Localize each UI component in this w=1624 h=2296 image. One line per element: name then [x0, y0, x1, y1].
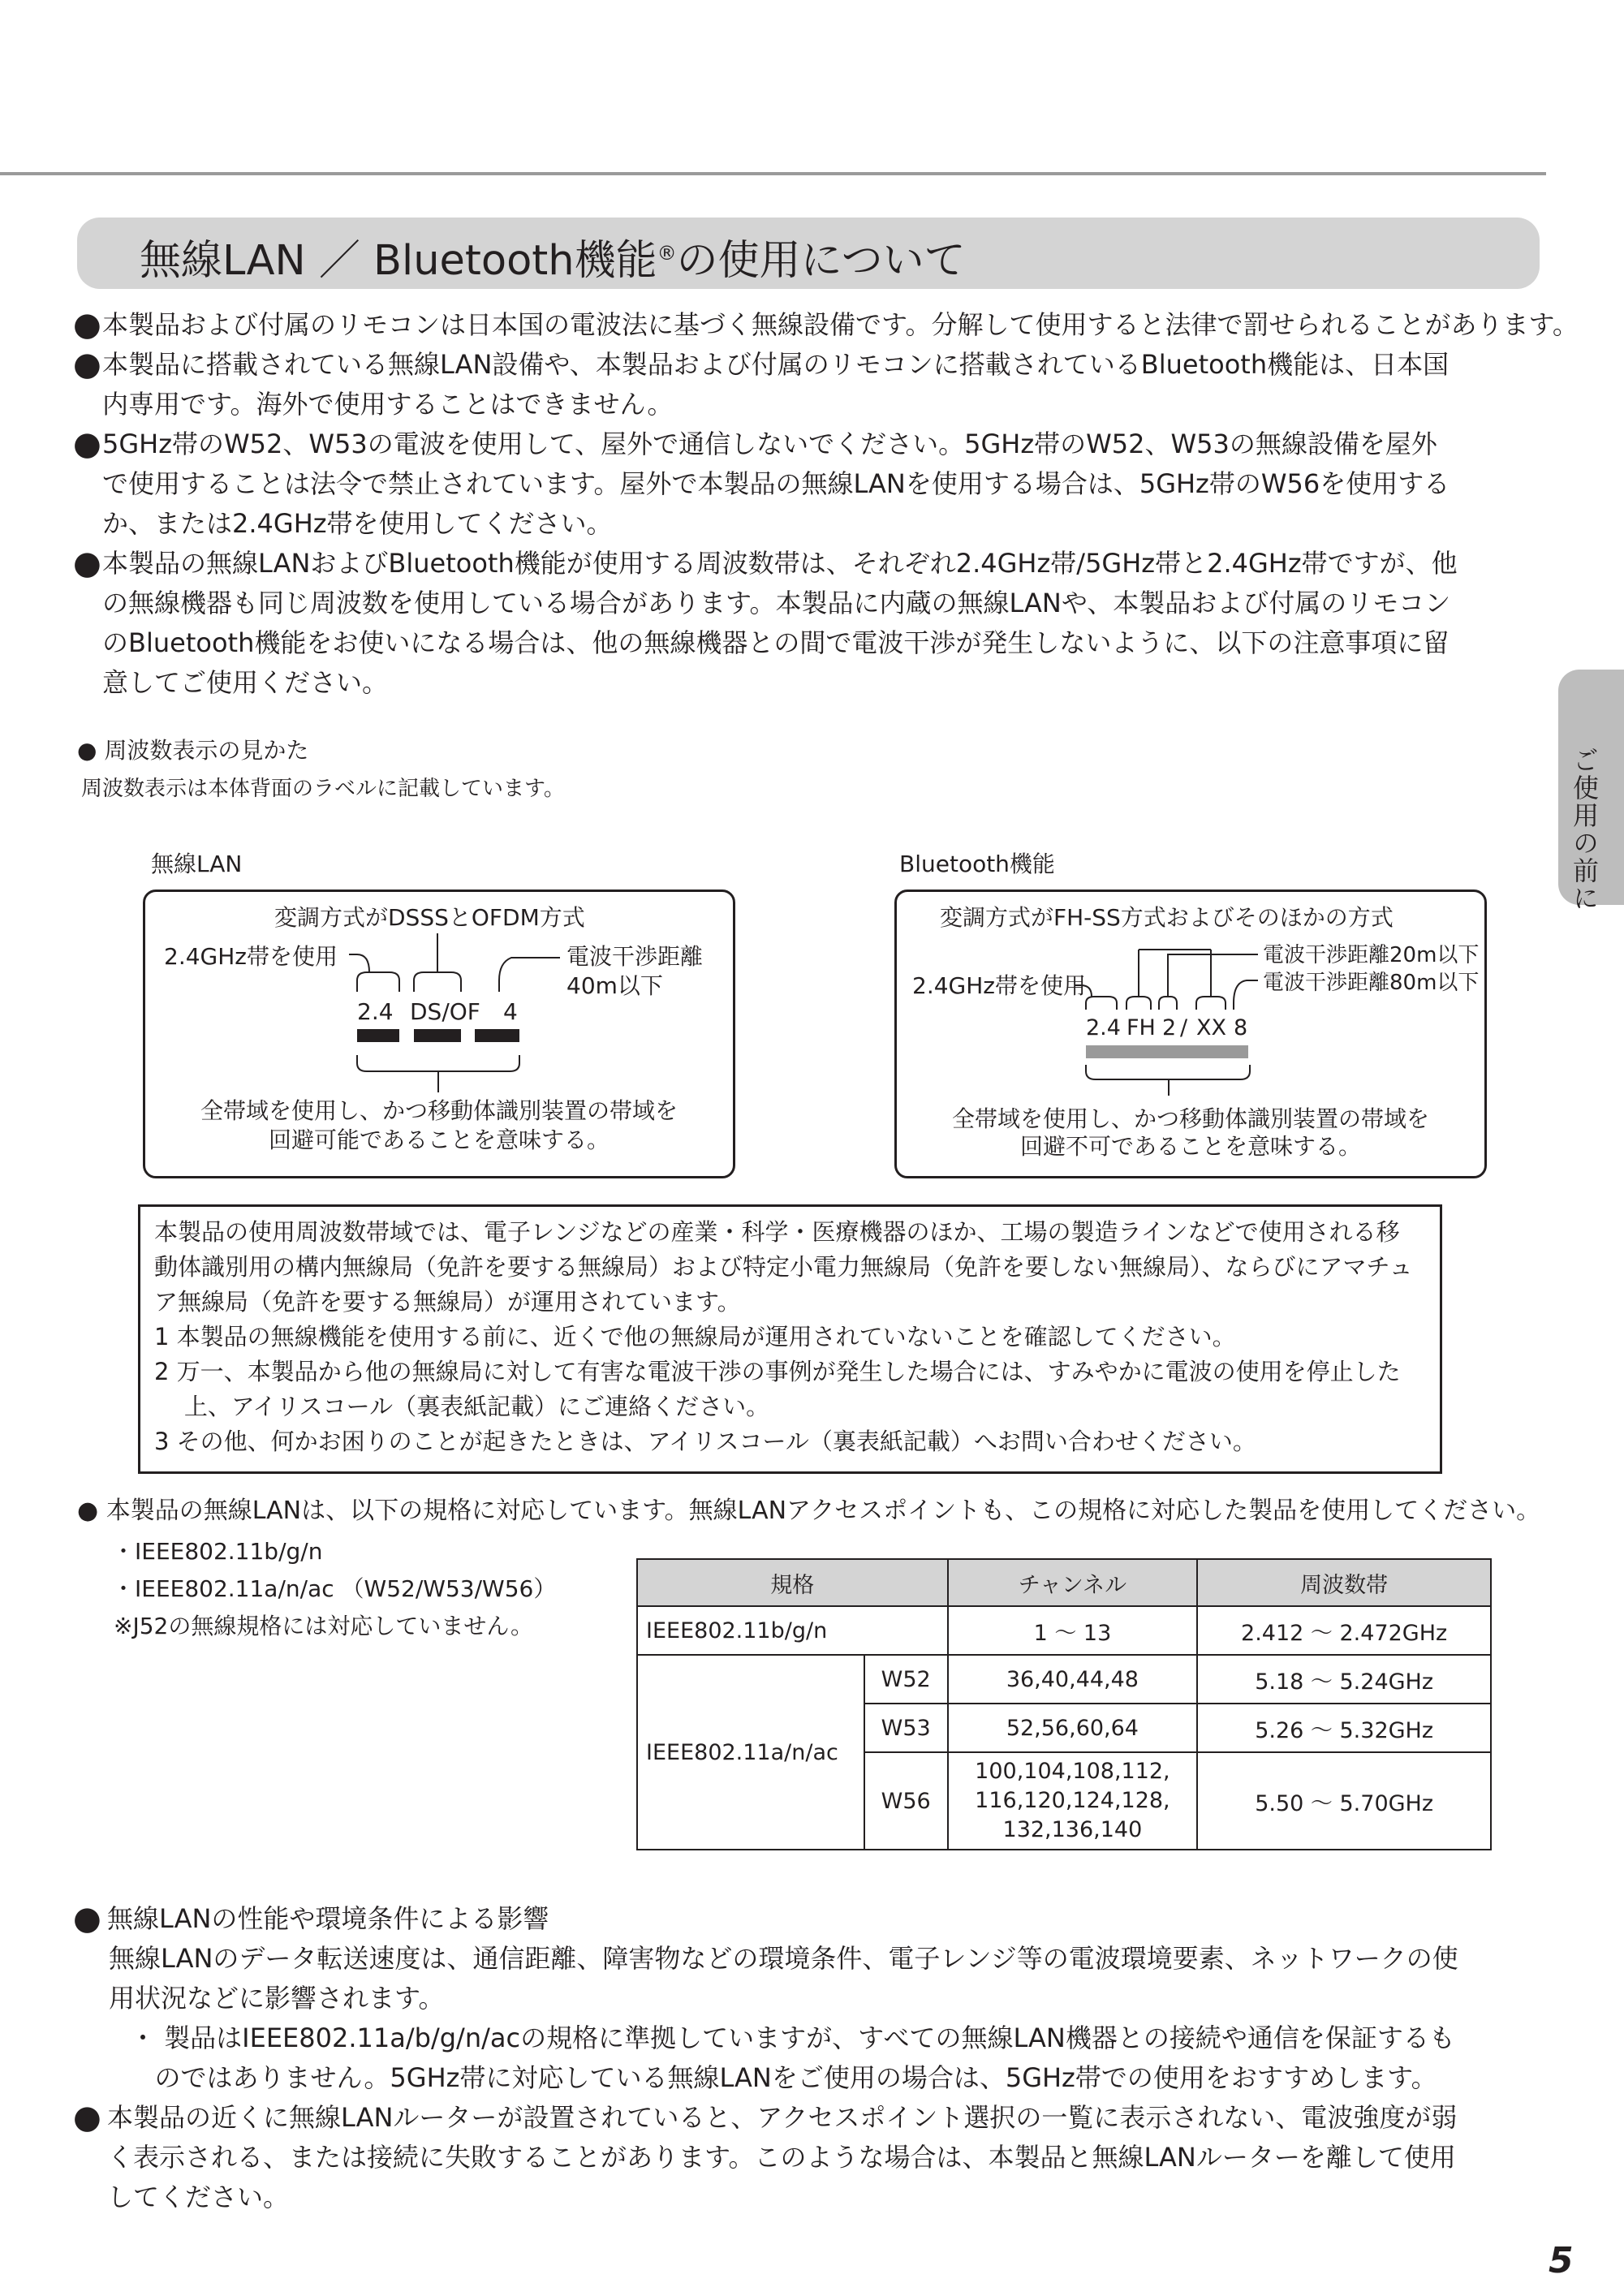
bt-modulation: 変調方式がFH-SS方式およびそのほかの方式	[940, 904, 1394, 931]
standards-note: ※J52の無線規格には対応していません。	[114, 1613, 534, 1639]
bt-code-mod: FH	[1126, 1015, 1156, 1040]
notice-line: 上、アイリスコール（裏表紙記載）にご連絡ください。	[154, 1393, 770, 1420]
freq-heading: ● 周波数表示の見かた	[77, 737, 309, 764]
standards-item: ・IEEE802.11b/g/n	[112, 1538, 323, 1565]
bt-interference-2: 電波干渉距離80m以下	[1263, 971, 1480, 995]
wlan-diagram-label: 無線LAN	[151, 851, 243, 877]
bullet-text: 内専用です。海外で使用することはできません。	[102, 389, 674, 420]
table-cell: IEEE802.11a/n/ac	[637, 1655, 864, 1850]
performance-text: 無線LANのデータ転送速度は、通信距離、障害物などの環境条件、電子レンジ等の電波環境要素、ネットワークの使	[109, 1943, 1458, 1974]
table-cell: 2.412 〜 2.472GHz	[1197, 1606, 1491, 1655]
wlan-code-band: 2.4	[357, 998, 394, 1025]
table-header: 規格	[637, 1559, 948, 1606]
performance-sub: ・ 製品はIEEE802.11a/b/g/n/acの規格に準拠していますが、すべての無線LAN機器との接続や通信を保証するも	[130, 2022, 1455, 2053]
bt-diagram-label: Bluetooth機能	[899, 851, 1055, 877]
bullet-text: 意してご使用ください。	[102, 667, 389, 698]
bullet-text: 5GHz帯のW52、W53の電波を使用して、屋外で通信しないでください。5GHz帯のW52、W53の無線設備を屋外	[102, 429, 1437, 459]
bt-code-dist2: 8	[1234, 1015, 1248, 1040]
freq-subtext: 周波数表示は本体背面のラベルに記載しています。	[81, 777, 565, 801]
performance-text: 用状況などに影響されます。	[109, 1983, 445, 2014]
wlan-modulation: 変調方式がDSSSとOFDM方式	[274, 904, 585, 931]
standards-heading: ● 本製品の無線LANは、以下の規格に対応しています。無線LANアクセスポイントも、この規格に対応した製品を使用してください。	[77, 1497, 1541, 1525]
table-cell: W53	[864, 1704, 948, 1752]
bt-code-slash: /	[1180, 1015, 1188, 1040]
notice-line: 本製品の使用周波数帯域では、電子レンジなどの産業・科学・医療機器のほか、工場の製造ラインなどで使用される移	[154, 1218, 1400, 1246]
bullet-mark: ●	[73, 306, 101, 343]
bt-code-dist: 2	[1162, 1015, 1177, 1040]
page-title: 無線LAN ／ Bluetooth機能®の使用について	[140, 237, 966, 285]
wlan-code-mod: DS/OF	[410, 998, 480, 1025]
table-cell: W52	[864, 1655, 948, 1704]
bt-interference-1: 電波干渉距離20m以下	[1263, 943, 1480, 967]
bullet-mark: ●	[73, 1900, 101, 1937]
performance-sub: のではありません。5GHz帯に対応している無線LANをご使用の場合は、5GHz帯での使用をおすすめします。	[130, 2062, 1437, 2093]
channel-line: 116,120,124,128,	[975, 1788, 1170, 1813]
bullet-text: の無線機器も同じ周波数を使用している場合があります。本製品に内蔵の無線LANや、本製品および付属のリモコン	[102, 588, 1451, 618]
router-text: してください。	[107, 2182, 290, 2212]
table-cell: 5.50 〜 5.70GHz	[1197, 1752, 1491, 1850]
bt-note-2: 回避不可であることを意味する。	[1019, 1133, 1361, 1160]
table-row	[637, 1606, 1491, 1655]
table-cell	[948, 1752, 1198, 1850]
wlan-note-2: 回避可能であることを意味する。	[268, 1126, 610, 1153]
bt-code-xx: XX	[1196, 1015, 1226, 1040]
table-header-row	[637, 1559, 1491, 1606]
table-row	[637, 1655, 1491, 1704]
notice-line: 2 万一、本製品から他の無線局に対して有害な電波干渉の事例が発生した場合には、すみやかに電波の使用を停止した	[154, 1358, 1401, 1385]
table-header: チャンネル	[948, 1559, 1198, 1606]
channel-line: 132,136,140	[1002, 1817, 1143, 1842]
bullet-mark: ●	[73, 425, 101, 463]
bt-note-1: 全帯域を使用し、かつ移動体識別装置の帯域を	[951, 1105, 1429, 1132]
table-cell: W56	[864, 1752, 948, 1850]
notice-line: 1 本製品の無線機能を使用する前に、近くで他の無線局が運用されていないことを確認してください。	[154, 1323, 1236, 1350]
table-cell: 36,40,44,48	[948, 1655, 1198, 1704]
standards-table	[636, 1558, 1492, 1850]
bullet-text: 本製品の無線LANおよびBluetooth機能が使用する周波数帯は、それぞれ2.4GHz帯/5GHz帯と2.4GHz帯ですが、他	[102, 548, 1458, 579]
side-tab-label: ご使用の前に	[1569, 747, 1600, 912]
page-number: 5	[1549, 2240, 1574, 2281]
bullet-mark: ●	[73, 545, 101, 582]
wlan-band: 2.4GHz帯を使用	[164, 943, 338, 970]
bullet-mark: ●	[73, 2099, 101, 2136]
bullet-text: か、または2.4GHz帯を使用してください。	[102, 508, 613, 539]
router-text: く表示される、または接続に失敗することがあります。このような場合は、本製品と無線LANルーターを離して使用	[107, 2142, 1456, 2173]
performance-heading: 無線LANの性能や環境条件による影響	[107, 1903, 549, 1934]
bullet-text: で使用することは法令で禁止されています。屋外で本製品の無線LANを使用する場合は、5GHz帯のW56を使用する	[102, 468, 1450, 499]
bullet-text: のBluetooth機能をお使いになる場合は、他の無線機器との間で電波干渉が発生しないように、以下の注意事項に留	[102, 627, 1450, 658]
notice-line: ア無線局（免許を要する無線局）が運用されています。	[154, 1288, 741, 1316]
standards-item: ・IEEE802.11a/n/ac （W52/W53/W56）	[112, 1575, 557, 1602]
wlan-interference-2: 40m以下	[566, 972, 663, 999]
table-cell: 5.26 〜 5.32GHz	[1197, 1704, 1491, 1752]
bullet-mark: ●	[73, 346, 101, 383]
wlan-code-dist: 4	[503, 998, 518, 1025]
table-cell: IEEE802.11b/g/n	[637, 1606, 948, 1655]
channel-line: 100,104,108,112,	[975, 1759, 1170, 1784]
wlan-note-1: 全帯域を使用し、かつ移動体識別装置の帯域を	[200, 1097, 678, 1124]
wlan-interference-1: 電波干渉距離	[566, 943, 704, 970]
table-cell: 5.18 〜 5.24GHz	[1197, 1655, 1491, 1704]
router-text: 本製品の近くに無線LANルーターが設置されていると、アクセスポイント選択の一覧に表示されない、電波強度が弱	[107, 2102, 1458, 2133]
notice-line: 動体識別用の構内無線局（免許を要する無線局）および特定小電力無線局（免許を要しない無線局）、ならびにアマチュ	[154, 1253, 1413, 1281]
bt-band: 2.4GHz帯を使用	[912, 972, 1086, 999]
table-header: 周波数帯	[1197, 1559, 1491, 1606]
table-cell: 1 〜 13	[948, 1606, 1198, 1655]
notice-line: 3 その他、何かお困りのことが起きたときは、アイリスコール（裏表紙記載）へお問い合わせください。	[154, 1428, 1256, 1455]
table-cell: 52,56,60,64	[948, 1704, 1198, 1752]
bt-code-band: 2.4	[1086, 1015, 1121, 1040]
bullet-text: 本製品および付属のリモコンは日本国の電波法に基づく無線設備です。分解して使用すると法律で罰せられることがあります。	[102, 309, 1579, 340]
bullet-text: 本製品に搭載されている無線LAN設備や、本製品および付属のリモコンに搭載されているBluetooth機能は、日本国	[102, 349, 1450, 380]
